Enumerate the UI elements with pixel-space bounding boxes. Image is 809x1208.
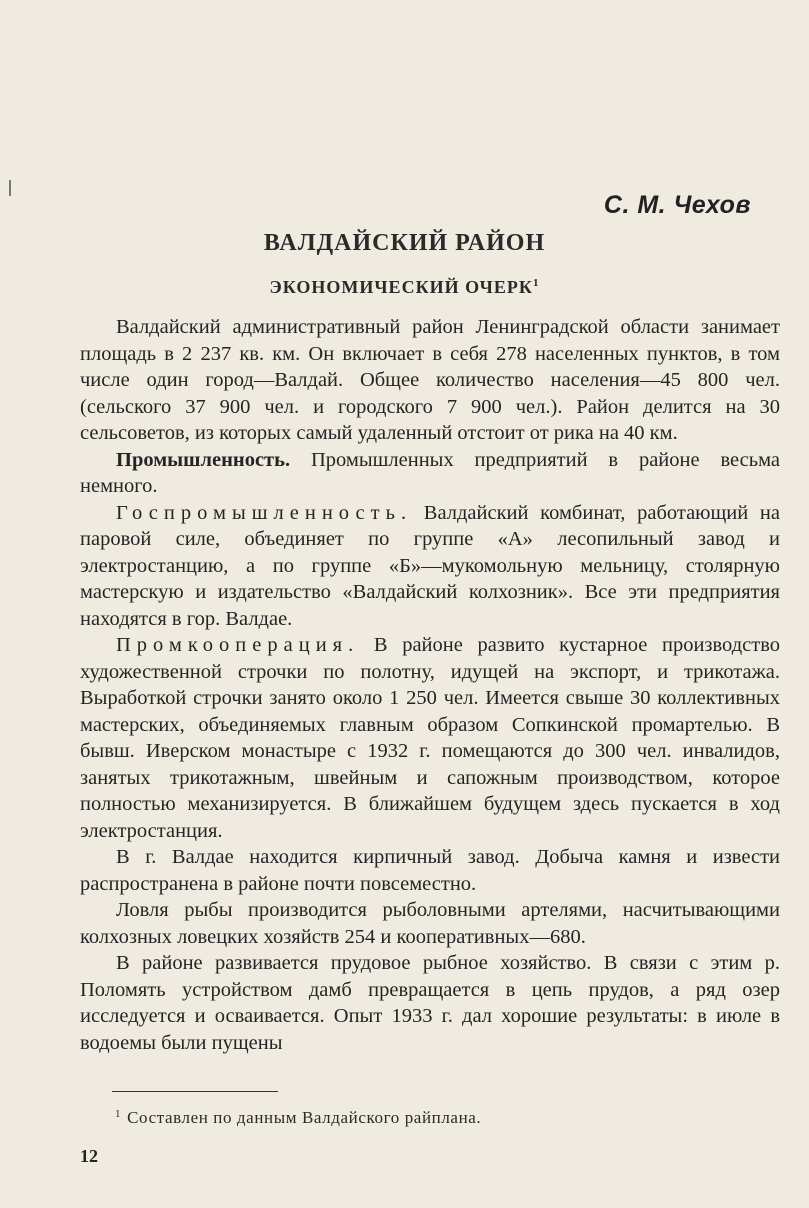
author-name: С. М. Чехов — [603, 191, 751, 219]
paragraph-fishing: Ловля рыбы производится рыболовными артелями, насчитывающими колхозных ловецких хозяйств 254 и кооперативных—680. — [80, 899, 780, 948]
footnote-marker: 1 — [115, 1108, 122, 1120]
paragraph-brickworks: В г. Валдае находится кирпичный завод. Добыча камня и извести распространена в районе почти повсеместно. — [80, 846, 780, 895]
footnote-text: Составлен по данным Валдайского райплана. — [127, 1108, 482, 1127]
footnote — [115, 1108, 481, 1128]
subtitle-footnote-marker: 1 — [532, 277, 540, 289]
subtitle-text: ЭКОНОМИЧЕСКИЙ ОЧЕРК — [269, 277, 533, 297]
page-number: 12 — [80, 1146, 98, 1166]
paragraph-intro: Валдайский административный район Ленинградской области занимает площадь в 2 237 кв. км. Он включает в себя 278 населенных пунктов, в том числе один город—Валдай. Общее количество населения—45 800 чел. (сельского 37 900 чел. и городского 7 900 чел.). Район делится на 30 сельсоветов, из которых самый удаленный отстоит от рика на 40 км. — [80, 316, 780, 444]
paragraph-lead: Госпромышленность. — [116, 501, 413, 524]
article-title: ВАЛДАЙСКИЙ РАЙОН — [263, 230, 546, 256]
paragraph-industry — [80, 447, 780, 500]
paragraph-lead: Промышленность. — [116, 448, 291, 471]
margin-mark — [9, 180, 11, 196]
paragraph-text: Валдайский комбинат, работающий на паровой силе, объединяет по группе «А» лесопильный завод и электростанцию, а по группе «Б»—мукомольную мельницу, столярную мастерскую и издательство «Валдайский колхозник». Все эти предприятия находятся в гор. Валдае. — [80, 501, 780, 630]
paragraph-state-industry — [80, 500, 780, 633]
paragraph-cooperation — [80, 632, 780, 844]
paragraph-fish-farming: В районе развивается прудовое рыбное хозяйство. В связи с этим р. Поломять устройством дамб превращается в цепь прудов, а ряд озер исследуется и осваивается. Опыт 1933 г. дал хорошие результаты: в июле в водоемы были пущены — [80, 952, 780, 1054]
paragraph-lead: Промкооперация. — [116, 634, 360, 656]
footnote-rule — [112, 1091, 278, 1092]
paragraph-text: В районе развито кустарное производство художественной строчки по полотну, идущей на экспорт, и трикотажа. Выработкой строчки занято около 1 250 чел. Имеется свыше 30 коллективных мастерских, объединяемых главным образом Сопкинской промартелью. В бывш. Иверском монастыре с 1932 г. помещаются до 300 чел. инвалидов, занятых трикотажным, швейным и сапожным производством, которое полностью механизируется. В ближайшем будущем здесь пускается в ход электростанция. — [80, 634, 780, 842]
body-text — [80, 314, 780, 1056]
article-subtitle — [0, 277, 809, 298]
paragraph-text: Промышленных предприятий в районе весьма немного. — [80, 448, 780, 497]
